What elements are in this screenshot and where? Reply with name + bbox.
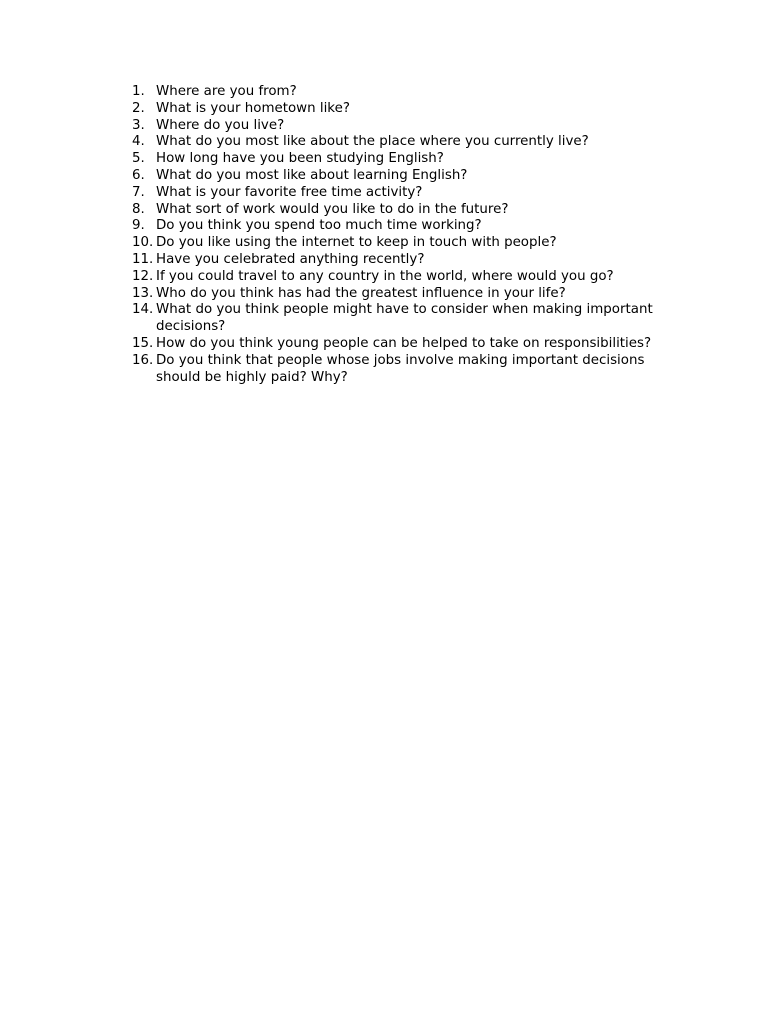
question-number: 12. <box>132 268 154 284</box>
question-item <box>132 118 662 135</box>
question-number: 9. <box>132 218 145 234</box>
question-item <box>132 101 662 118</box>
question-text: What is your favorite free time activity? <box>156 184 423 200</box>
question-number: 4. <box>132 134 145 150</box>
question-item <box>132 168 662 185</box>
question-number: 2. <box>132 100 145 116</box>
question-item <box>132 336 662 353</box>
question-text: If you could travel to any country in the world, where would you go? <box>156 268 614 284</box>
question-item <box>132 302 662 336</box>
question-text: How do you think young people can be helped to take on responsibilities? <box>156 335 652 351</box>
question-number: 15. <box>132 335 154 351</box>
question-text: What is your hometown like? <box>156 100 350 116</box>
question-text: What do you think people might have to consider when making important decisions? <box>156 302 653 335</box>
question-number: 14. <box>132 302 154 318</box>
question-item <box>132 252 662 269</box>
question-number: 13. <box>132 285 154 301</box>
question-text: Where are you from? <box>156 84 297 99</box>
question-item <box>132 286 662 303</box>
question-text: What do you most like about the place where you currently live? <box>156 134 589 150</box>
question-text: Do you like using the internet to keep in touch with people? <box>156 235 557 251</box>
question-text: Who do you think has had the greatest influence in your life? <box>156 285 566 301</box>
question-number: 6. <box>132 167 145 183</box>
question-list <box>132 84 662 386</box>
question-text: What sort of work would you like to do in the future? <box>156 201 509 217</box>
question-text: Where do you live? <box>156 117 285 133</box>
question-number: 1. <box>132 84 145 99</box>
question-item <box>132 218 662 235</box>
question-text: What do you most like about learning English? <box>156 167 468 183</box>
question-number: 16. <box>132 352 154 368</box>
question-number: 7. <box>132 184 145 200</box>
question-number: 10. <box>132 235 154 251</box>
question-number: 5. <box>132 151 145 167</box>
question-item <box>132 202 662 219</box>
question-item <box>132 235 662 252</box>
question-item <box>132 269 662 286</box>
question-item <box>132 353 662 387</box>
question-item <box>132 185 662 202</box>
question-text: How long have you been studying English? <box>156 151 444 167</box>
question-text: Do you think you spend too much time working? <box>156 218 482 234</box>
question-number: 11. <box>132 251 154 267</box>
question-item <box>132 151 662 168</box>
question-text: Have you celebrated anything recently? <box>156 251 425 267</box>
question-number: 8. <box>132 201 145 217</box>
question-number: 3. <box>132 117 145 133</box>
question-text: Do you think that people whose jobs involve making important decisions should be highly paid? Why? <box>156 352 645 385</box>
question-item <box>132 134 662 151</box>
question-item <box>132 84 662 101</box>
